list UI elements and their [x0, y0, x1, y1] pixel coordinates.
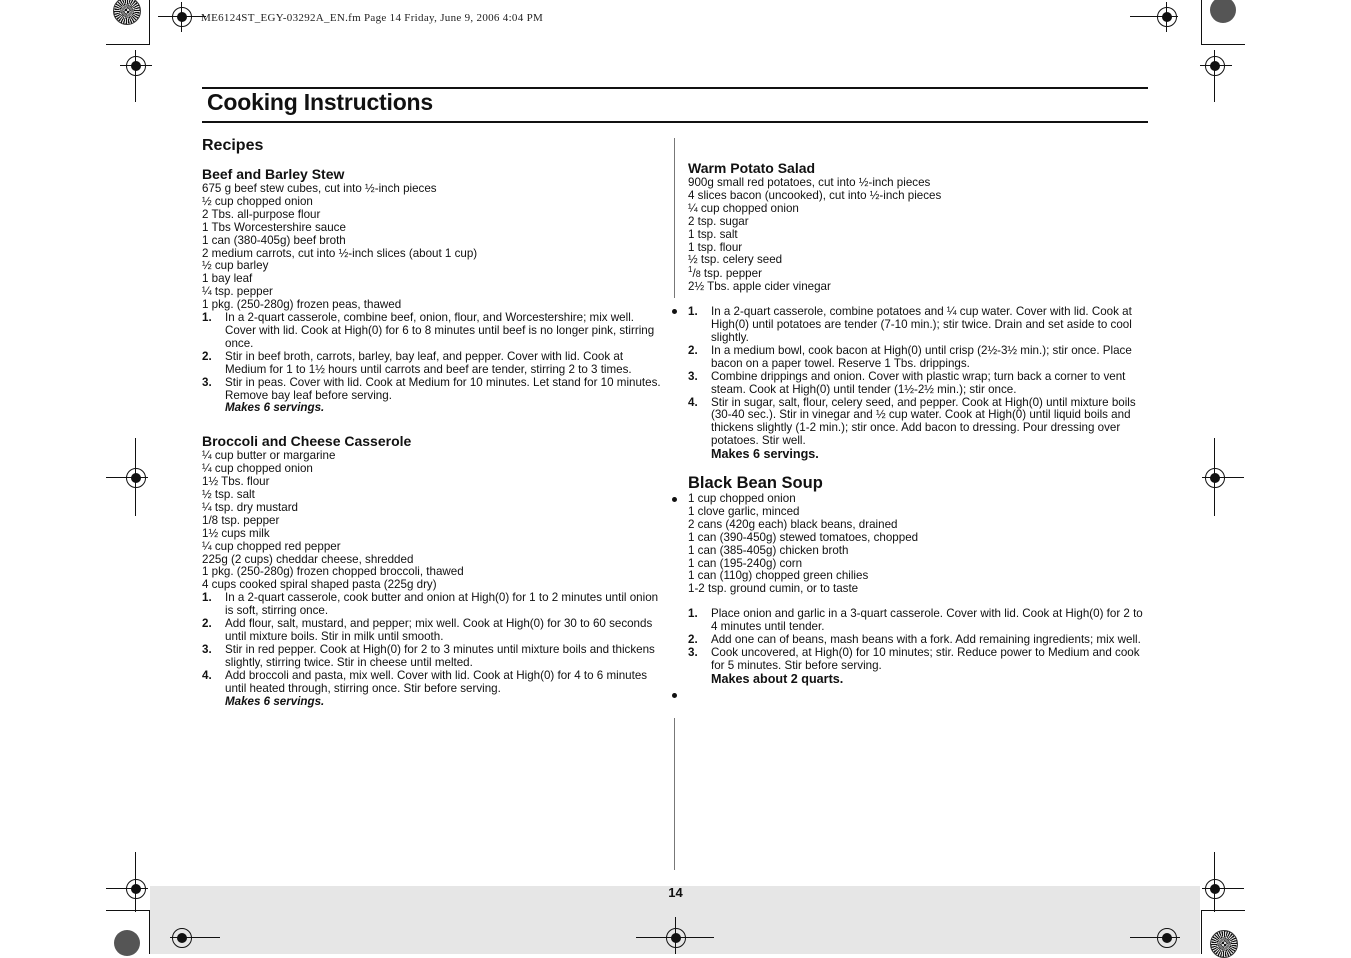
- servings-note: Makes 6 servings.: [225, 401, 325, 415]
- step-text: In a medium bowl, cook bacon at High(0) until crisp (2½-3½ min.); stir once. Place bacon on a paper towel. Reserve 1 Tbs. drippings.: [711, 343, 1132, 370]
- title-rule: [202, 121, 1148, 123]
- registration-target-icon: [666, 928, 686, 948]
- recipe-title: Warm Potato Salad: [688, 160, 816, 176]
- gray-disc-icon: [1210, 0, 1236, 23]
- ingredient: 1 Tbs Worcestershire sauce: [202, 220, 346, 234]
- step: [688, 345, 1148, 371]
- ingredient: ¼ cup chopped onion: [688, 201, 799, 215]
- ingredient: ¼ tsp. dry mustard: [202, 500, 299, 514]
- step: [688, 647, 1148, 673]
- ingredient: 675 g beef stew cubes, cut into ½-inch pieces: [202, 182, 437, 195]
- step-list: [688, 306, 1148, 448]
- ingredient: ¼ cup chopped onion: [202, 462, 313, 476]
- registration-target-icon: [1157, 928, 1177, 948]
- fraction-denominator: 8: [695, 269, 701, 280]
- ingredient: 225g (2 cups) cheddar cheese, shredded: [202, 552, 414, 566]
- step-text: Add broccoli and pasta, mix well. Cover with lid. Cook at High(0) for 4 to 6 minutes until heated through, stirring once. Stir before serving.: [225, 668, 648, 695]
- crop-mark: [1201, 44, 1245, 45]
- step-number: 2.: [688, 633, 698, 647]
- ingredient-list: [688, 493, 1148, 596]
- ingredient-list: [688, 177, 1148, 294]
- file-header-meta: ME6124ST_EGY-03292A_EN.fm Page 14 Friday, June 9, 2006 4:04 PM: [201, 12, 544, 24]
- ingredient: 2 medium carrots, cut into ½-inch slices (about 1 cup): [202, 246, 478, 260]
- step: [202, 592, 667, 618]
- ingredient: 1½ Tbs. flour: [202, 475, 270, 489]
- ingredient: 1 can (385-405g) chicken broth: [688, 543, 849, 557]
- step-number: 1.: [202, 311, 212, 325]
- ingredient: 1 can (380-405g) beef broth: [202, 233, 346, 247]
- ingredient: 1½ cups milk: [202, 526, 270, 540]
- ingredient: ½ cup chopped onion: [202, 194, 313, 208]
- registration-target-icon: [126, 56, 146, 76]
- step-text: Stir in sugar, salt, flour, celery seed, and pepper. Cook at High(0) until mixture boils (30-40 sec.). Stir in vinegar and ½ cup water. Cook at High(0) until liquid boils and thickens slightly (1-2 min.); stir once. Add bacon to dressing. Pour dressing over potatoes. Stir well.: [711, 395, 1136, 448]
- right-column: [688, 160, 1148, 686]
- bullet-dot: [672, 497, 677, 502]
- page-title: Cooking Instructions: [207, 89, 434, 115]
- fraction-numerator: 1: [688, 265, 693, 275]
- ingredient: 1 cup chopped onion: [688, 492, 796, 506]
- step: [688, 608, 1148, 634]
- ingredient-list: [202, 183, 667, 312]
- ingredient: ¼ tsp. pepper: [202, 285, 273, 299]
- ingredient: 2½ Tbs. apple cider vinegar: [688, 280, 831, 294]
- step: [202, 644, 667, 670]
- section-title: Recipes: [202, 137, 264, 154]
- column-divider: [674, 718, 675, 870]
- column-divider: [674, 138, 675, 298]
- step-text: In a 2-quart casserole, cook butter and onion at High(0) for 1 to 2 minutes until onion is soft, stirring once.: [225, 591, 659, 618]
- servings-note: Makes 6 servings.: [225, 694, 325, 708]
- step-number: 3.: [202, 375, 212, 389]
- ingredient: 900g small red potatoes, cut into ½-inch pieces: [688, 176, 931, 189]
- crop-mark: [1201, 910, 1202, 954]
- crop-mark: [149, 0, 150, 44]
- step-number: 2.: [202, 349, 212, 363]
- step-number: 3.: [688, 369, 698, 383]
- ingredient-text: tsp. pepper: [700, 267, 762, 281]
- ingredient: ½ cup barley: [202, 259, 269, 273]
- step-list: [688, 608, 1148, 673]
- step-text: Stir in beef broth, carrots, barley, bay leaf, and pepper. Cover with lid. Cook at Medium for 1 to 1½ hours until carrots and beef are tender, stirring 2 to 3 times.: [225, 349, 632, 376]
- registration-target-icon: [126, 468, 146, 488]
- step-text: Stir in red pepper. Cook at High(0) for 2 to 3 minutes until mixture boils and thickens slightly, stirring twice. Stir in cheese until melted.: [225, 642, 655, 669]
- gray-disc-icon: [114, 930, 140, 956]
- step: [202, 351, 667, 377]
- recipe-title: Broccoli and Cheese Casserole: [202, 433, 412, 450]
- step-text: Add flour, salt, mustard, and pepper; mix well. Cook at High(0) for 30 to 60 seconds until mixture boils. Stir in milk until smooth.: [225, 617, 653, 643]
- bullet-dot: [672, 693, 677, 698]
- ingredient: ½ tsp. celery seed: [688, 253, 783, 267]
- step-number: 4.: [202, 668, 212, 682]
- registration-target-icon: [1205, 56, 1225, 76]
- step-text: In a 2-quart casserole, combine beef, onion, flour, and Worcestershire; mix well. Cover with lid. Cook at High(0) for 6 to 8 minutes until beef is no longer pink, stirring once.: [225, 311, 655, 350]
- spacer: [202, 415, 667, 433]
- step-number: 2.: [688, 343, 698, 357]
- ingredient: 1 bay leaf: [202, 272, 253, 286]
- step-number: 4.: [688, 395, 698, 409]
- recipe-title: Beef and Barley Stew: [202, 166, 345, 182]
- step: [202, 618, 667, 644]
- step-text: In a 2-quart casserole, combine potatoes and ¼ cup water. Cover with lid. Cook at High(0) until potatoes are tender (7-10 min.); stir twice. Drain and set aside to cool slightly.: [711, 305, 1132, 344]
- step-text: Combine drippings and onion. Cover with plastic wrap; turn back a corner to vent steam. Cook at High(0) until tender (1½-2½ min.); stir once.: [711, 369, 1126, 396]
- step-number: 2.: [202, 617, 212, 631]
- bullet-dot: [672, 309, 677, 314]
- ingredient: ½ tsp. salt: [202, 488, 255, 502]
- crop-mark: [1201, 910, 1245, 911]
- step-text: Cook uncovered, at High(0) for 10 minutes; stir. Reduce power to Medium and cook for 5 minutes. Stir before serving.: [711, 646, 1140, 672]
- ingredient: 1 pkg. (250-280g) frozen chopped broccoli, thawed: [202, 565, 464, 579]
- ingredient: 1 tsp. salt: [688, 227, 738, 241]
- ingredient: 4 cups cooked spiral shaped pasta (225g dry): [202, 578, 437, 592]
- registration-target-icon: [172, 928, 192, 948]
- registration-target-icon: [1205, 468, 1225, 488]
- crop-mark: [106, 910, 150, 911]
- ingredient: 1 clove garlic, minced: [688, 504, 800, 518]
- ingredient: 1-2 tsp. ground cumin, or to taste: [688, 582, 859, 596]
- ingredient: 2 Tbs. all-purpose flour: [202, 207, 321, 221]
- ingredient: 1 can (195-240g) corn: [688, 556, 803, 570]
- step-number: 3.: [688, 646, 698, 659]
- ingredient: 1 pkg. (250-280g) frozen peas, thawed: [202, 298, 402, 312]
- step-number: 1.: [688, 305, 698, 319]
- step-number: 3.: [202, 642, 212, 656]
- recipe-title: Black Bean Soup: [688, 474, 823, 493]
- step-number: 1.: [202, 591, 212, 605]
- ingredient: $^1$/8 tsp. pepper: [688, 265, 762, 281]
- ingredient: 2 cans (420g each) black beans, drained: [688, 517, 898, 531]
- servings-note: Makes about 2 quarts.: [711, 671, 844, 686]
- crop-mark: [106, 44, 150, 45]
- left-column: [202, 136, 667, 708]
- step-text: Add one can of beans, mash beans with a fork. Add remaining ingredients; mix well.: [711, 633, 1141, 647]
- ingredient: ¼ cup butter or margarine: [202, 449, 336, 463]
- ingredient: 1/8 tsp. pepper: [202, 513, 280, 527]
- ingredient: 2 tsp. sugar: [688, 214, 749, 228]
- step-number: 1.: [688, 607, 698, 621]
- step: [202, 312, 667, 351]
- crop-mark: [1201, 0, 1202, 44]
- ingredient: ¼ cup chopped red pepper: [202, 539, 341, 553]
- ingredient-list: [202, 450, 667, 592]
- step: [688, 397, 1148, 449]
- ingredient: 1 can (110g) chopped green chilies: [688, 569, 869, 583]
- spacer: [688, 461, 1148, 473]
- ingredient: 4 slices bacon (uncooked), cut into ½-inch pieces: [688, 188, 942, 202]
- step-list: [202, 312, 667, 402]
- step: [202, 670, 667, 696]
- step: [688, 371, 1148, 397]
- ingredient: 1 can (390-450g) stewed tomatoes, chopped: [688, 530, 919, 544]
- step-text: Place onion and garlic in a 3-quart casserole. Cover with lid. Cook at High(0) for 2 to 4 minutes until tender.: [711, 607, 1143, 634]
- page-number: 14: [668, 885, 683, 900]
- step: [202, 377, 667, 403]
- step-list: [202, 592, 667, 695]
- registration-target-icon: [172, 7, 192, 27]
- servings-note: Makes 6 servings.: [711, 447, 819, 462]
- registration-star-icon: [113, 0, 141, 25]
- ingredient: 1 tsp. flour: [688, 240, 743, 254]
- step: [688, 306, 1148, 345]
- registration-target-icon: [1157, 7, 1177, 27]
- step-text: Stir in peas. Cover with lid. Cook at Medium for 10 minutes. Let stand for 10 minutes. Remove bay leaf before serving.: [225, 375, 661, 402]
